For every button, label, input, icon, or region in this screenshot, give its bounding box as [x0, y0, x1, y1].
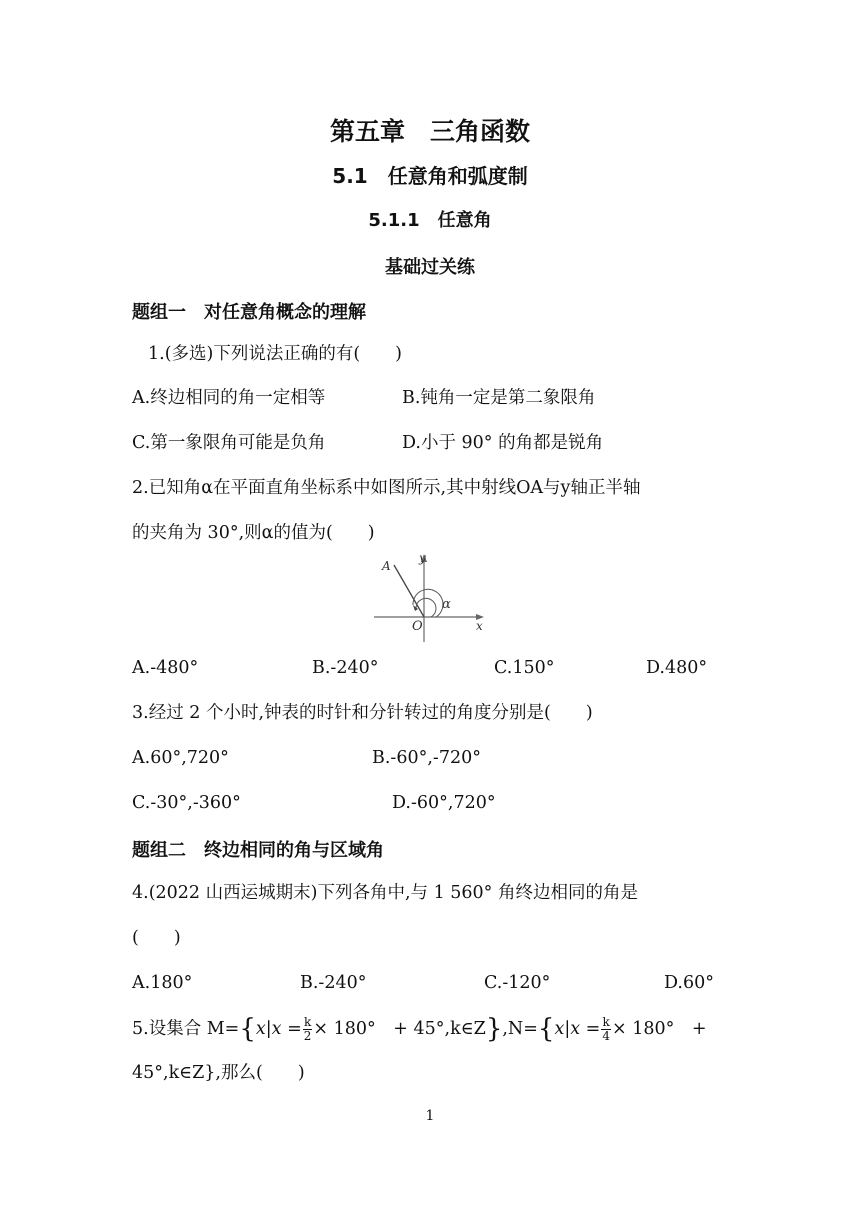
question-4-option-b: B.-240°: [300, 973, 367, 993]
label-x: x: [476, 619, 483, 633]
section-title: 5.1 任意角和弧度制: [332, 164, 528, 188]
question-4-stem-line2: ( ): [132, 928, 181, 948]
set-n-open-brace: {: [537, 1014, 555, 1044]
question-5-stem-line2: 45°,k∈Z},那么( ): [132, 1063, 305, 1083]
set-m-fraction-numerator: k: [303, 1015, 312, 1029]
group-2-title: 题组二 终边相同的角与区域角: [132, 840, 384, 861]
set-m-fraction-denominator: 2: [303, 1029, 312, 1043]
question-2-stem-line1: 2.已知角α在平面直角坐标系中如图所示,其中射线OA与y轴正半轴: [132, 478, 641, 498]
question-4-stem-line1: 4.(2022 山西运城期末)下列各角中,与 1 560° 角终边相同的角是: [132, 883, 638, 903]
question-3-option-d: D.-60°,720°: [392, 793, 496, 813]
label-o: O: [412, 619, 423, 634]
question-5-mid: ,N=: [502, 1019, 538, 1039]
question-4-option-c: C.-120°: [484, 973, 551, 993]
question-2-option-a: A.-480°: [132, 658, 199, 678]
page-number: 1: [425, 1108, 435, 1124]
set-m-rest: × 180° + 45°,k∈Z: [313, 1019, 486, 1039]
label-alpha: α: [442, 597, 451, 612]
question-5-prefix: 5.设集合 M=: [132, 1019, 240, 1039]
set-n-fraction: [601, 1016, 611, 1043]
question-1-option-d: D.小于 90° 的角都是锐角: [402, 433, 604, 453]
angle-figure: [370, 550, 490, 645]
question-2-option-d: D.480°: [646, 658, 708, 678]
subsection-title: 5.1.1 任意角: [368, 210, 492, 231]
question-3-option-c: C.-30°,-360°: [132, 793, 241, 813]
set-n-rest: × 180° +: [611, 1019, 707, 1039]
question-1-stem: 1.(多选)下列说法正确的有( ): [148, 344, 403, 364]
question-1-option-a: A.终边相同的角一定相等: [132, 388, 326, 408]
set-n-fraction-denominator: 4: [602, 1029, 610, 1043]
question-2-option-c: C.150°: [494, 658, 555, 678]
set-n-fraction-numerator: k: [602, 1015, 610, 1029]
question-4-option-a: A.180°: [132, 973, 193, 993]
question-5-stem-line1: [132, 1016, 707, 1043]
question-2-stem-line2: 的夹角为 30°,则α的值为( ): [132, 523, 375, 543]
label-a: A: [382, 559, 391, 573]
set-m-condition: x|x =: [255, 1019, 302, 1039]
practice-title: 基础过关练: [385, 257, 475, 278]
chapter-title: 第五章 三角函数: [329, 117, 530, 146]
question-2-option-b: B.-240°: [312, 658, 379, 678]
set-n-condition: x|x =: [554, 1019, 601, 1039]
question-3-option-b: B.-60°,-720°: [372, 748, 481, 768]
question-1-option-c: C.第一象限角可能是负角: [132, 433, 326, 453]
set-m-fraction: [303, 1016, 313, 1043]
question-1-option-b: B.钝角一定是第二象限角: [402, 388, 596, 408]
ray-oa: [394, 565, 424, 617]
label-y: y: [419, 551, 426, 565]
set-m-open-brace: {: [239, 1014, 256, 1044]
question-3-stem: 3.经过 2 个小时,钟表的时针和分针转过的角度分别是( ): [132, 703, 593, 723]
question-4-option-d: D.60°: [664, 973, 714, 993]
set-m-close-brace: }: [485, 1014, 503, 1044]
group-1-title: 题组一 对任意角概念的理解: [132, 302, 366, 323]
question-3-option-a: A.60°,720°: [132, 748, 229, 768]
